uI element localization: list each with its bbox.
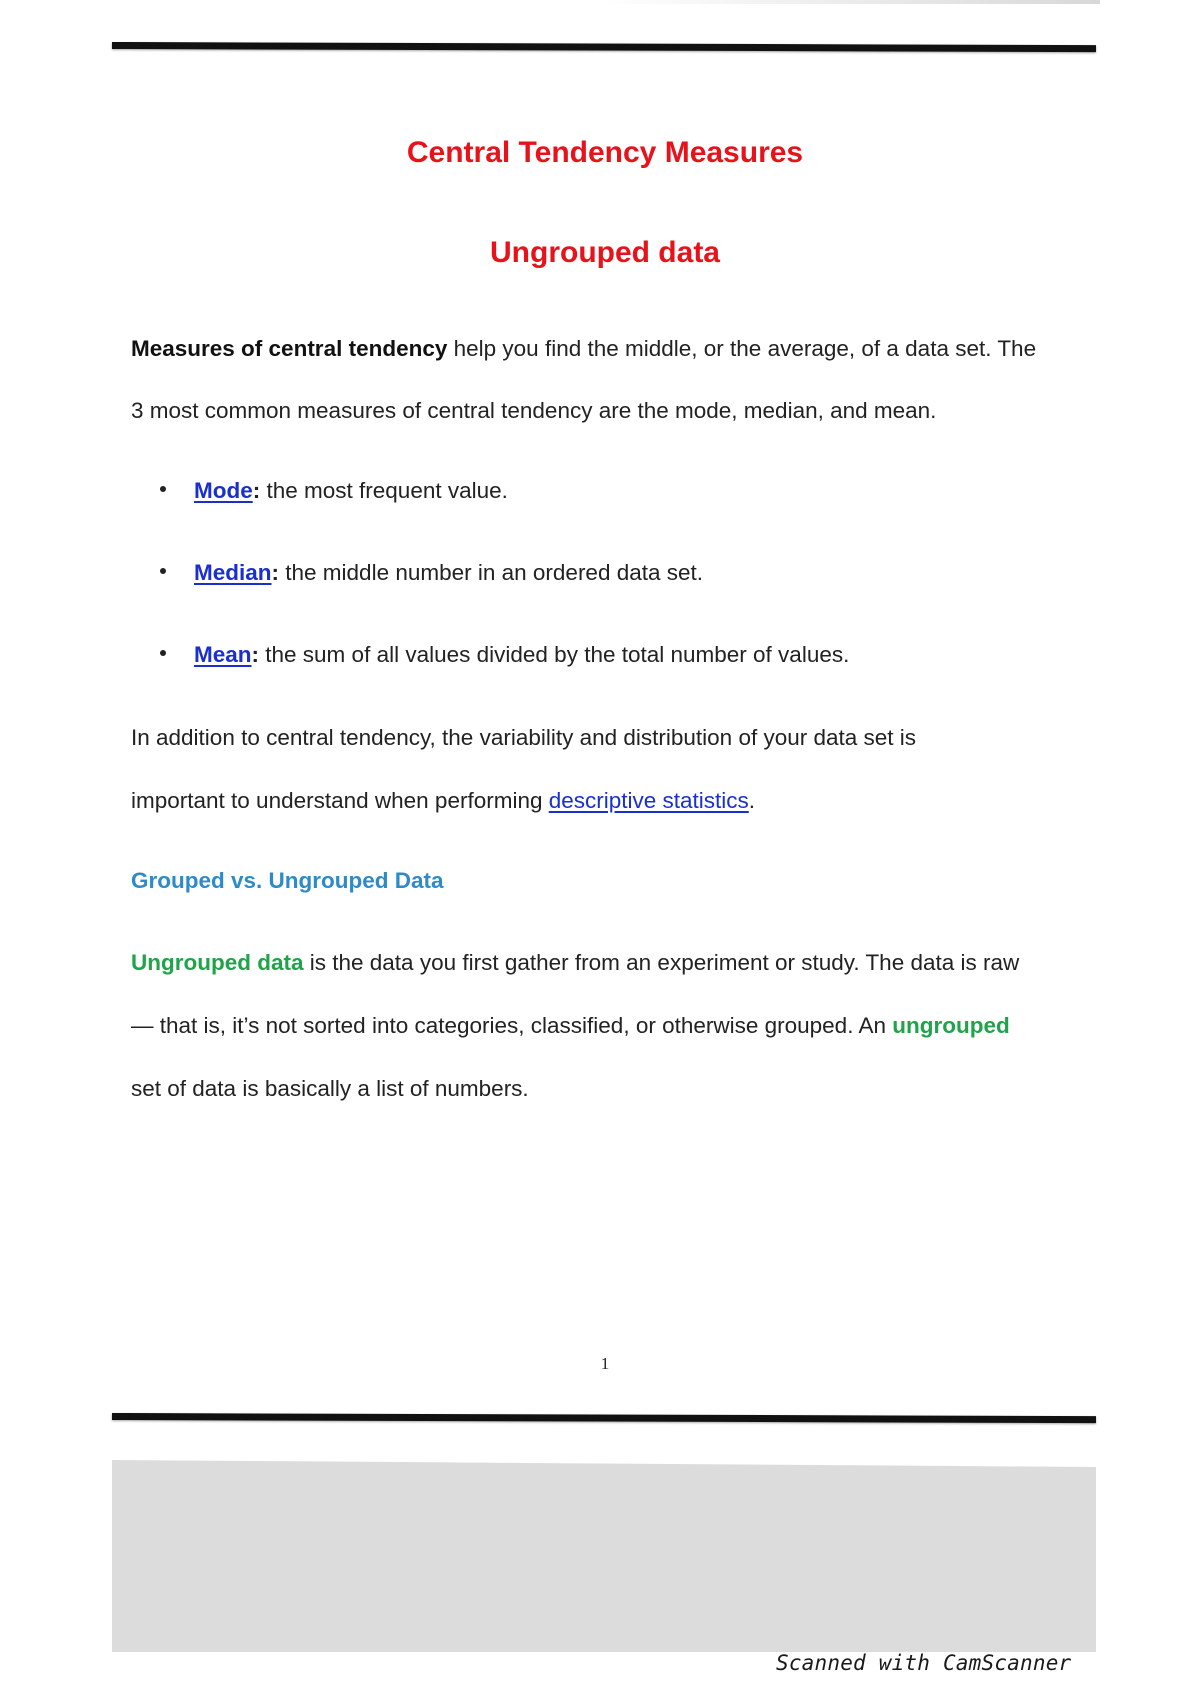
bullet-median [160,560,703,586]
bullet-separator: : [271,560,280,585]
paragraph-3-line-1-text: is the data you first gather from an experiment or study. The data is raw [303,950,1020,975]
ungrouped-data-term: Ungrouped data [131,950,304,975]
paragraph-2-line-2-text: important to understand when performing [131,788,549,813]
footer-rule [112,1413,1096,1423]
paragraph-2-line-2 [131,788,755,814]
paragraph-3-line-1 [131,950,1019,976]
median-definition: the middle number in an ordered data set. [279,560,704,585]
mean-link[interactable]: Mean [194,642,252,667]
median-link[interactable]: Median [194,560,272,585]
ungrouped-term: ungrouped [892,1013,1010,1038]
paragraph-3-line-2 [131,1013,1010,1039]
mean-definition: the sum of all values divided by the total number of values. [259,642,850,667]
next-page-edge [112,1460,1096,1652]
mode-link[interactable]: Mode [194,478,253,503]
bullet-dot [160,568,166,574]
document-subtitle: Ungrouped data [490,236,720,269]
intro-line-1-text: help you find the middle, or the average, of a data set. The [447,336,1037,361]
paragraph-3-line-2-text: — that is, it’s not sorted into categories, classified, or otherwise grouped. An [131,1013,893,1038]
header-rule [112,42,1096,52]
scan-edge-shadow [600,0,1100,4]
intro-line-1 [131,336,1036,362]
bullet-separator: : [251,642,260,667]
document-title: Central Tendency Measures [406,136,804,169]
intro-line-2: 3 most common measures of central tendency are the mode, median, and mean. [131,398,937,423]
paragraph-2-line-1: In addition to central tendency, the variability and distribution of your data set is [131,725,917,750]
bullet-mode [160,478,508,504]
mode-definition: the most frequent value. [260,478,508,503]
camscanner-watermark: Scanned with CamScanner [776,1651,1072,1675]
intro-bold-lead: Measures of central tendency [131,336,448,361]
section-heading: Grouped vs. Ungrouped Data [131,868,444,893]
page-number: 1 [600,1354,610,1373]
bullet-mean [160,642,849,668]
descriptive-statistics-link[interactable]: descriptive statistics [548,788,749,813]
bullet-dot [160,650,166,656]
bullet-separator: : [252,478,261,503]
paragraph-3-line-3: set of data is basically a list of numbers. [131,1076,529,1101]
bullet-dot [160,486,166,492]
paragraph-2-period: . [748,788,756,813]
